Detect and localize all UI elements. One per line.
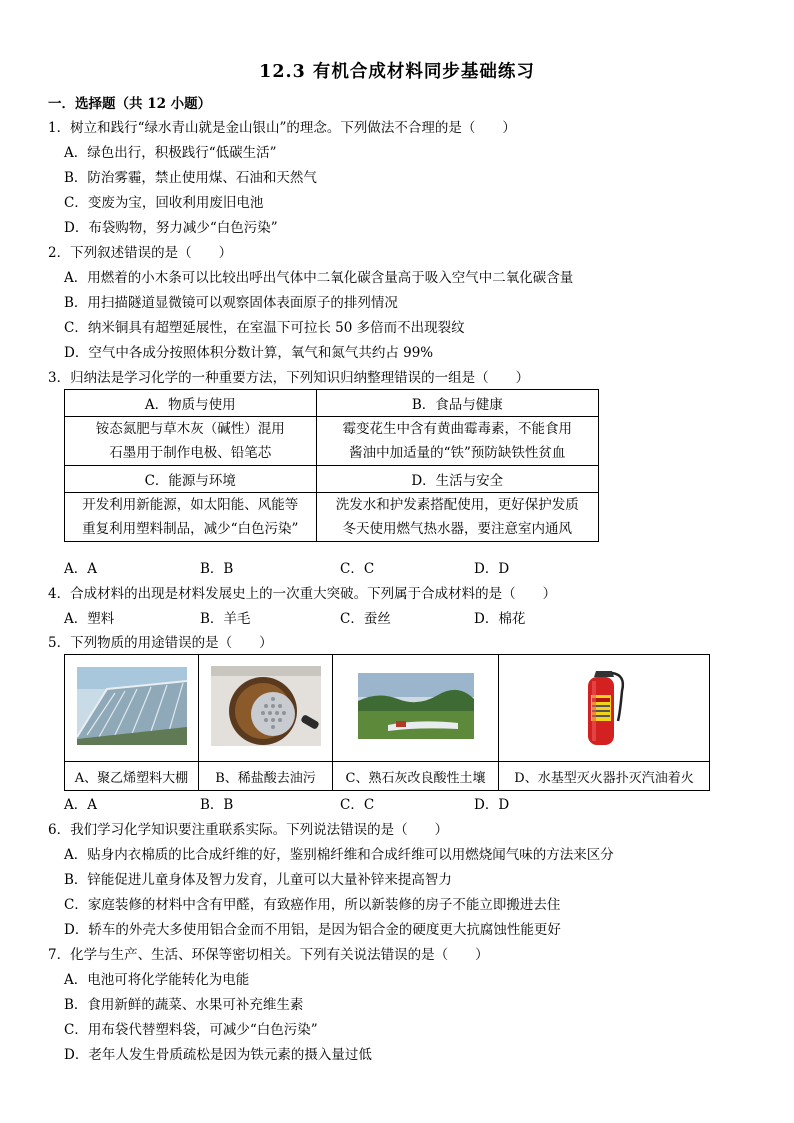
question-6-stem: 6．我们学习化学知识要注重联系实际。下列说法错误的是（ ）	[48, 822, 449, 838]
question-7-option-c[interactable]: C．用布袋代替塑料袋，可减少“白色污染”	[64, 1022, 318, 1038]
question-7-option-d[interactable]: D．老年人发生骨质疏松是因为铁元素的摄入量过低	[64, 1047, 372, 1063]
table-cell-text: 霉变花生中含有黄曲霉毒素，不能食用	[342, 421, 573, 437]
question-2-option-b[interactable]: B．用扫描隧道显微镜可以观察固体表面原子的排列情况	[64, 295, 398, 311]
table-cell-text: 开发利用新能源，如太阳能、风能等	[82, 497, 299, 513]
question-5-option-d[interactable]: D．D	[474, 797, 510, 813]
page-title: 12.3 有机合成材料同步基础练习	[259, 62, 535, 82]
question-2-option-d[interactable]: D．空气中各成分按照体积分数计算，氧气和氮气共约占 99%	[64, 345, 434, 361]
question-5-option-a[interactable]: A．A	[64, 797, 97, 813]
question-5-stem: 5．下列物质的用途错误的是（ ）	[48, 635, 273, 651]
question-6-option-c[interactable]: C．家庭装修的材料中含有甲醛，有致癌作用，所以新装修的房子不能立即搬进去住	[64, 897, 561, 913]
soil-image-cell	[333, 655, 499, 762]
table-header-d: D．生活与安全	[316, 466, 598, 493]
question-7-stem: 7．化学与生产、生活、环保等密切相关。下列有关说法错误的是（ ）	[48, 947, 489, 963]
greenhouse-image-cell	[65, 655, 199, 762]
question-1-stem: 1．树立和践行“绿水青山就是金山银山”的理念。下列做法不合理的是（ ）	[48, 120, 516, 136]
table-cell-c	[65, 493, 317, 542]
table-cell-d	[316, 493, 598, 542]
question-1-option-a[interactable]: A．绿色出行，积极践行“低碳生活”	[64, 145, 277, 161]
question-3-stem: 3．归纳法是学习化学的一种重要方法，下列知识归纳整理错误的一组是（ ）	[48, 370, 530, 386]
table-cell-text: 酱油中加适量的“铁”预防缺铁性贫血	[349, 445, 566, 461]
question-4-option-a[interactable]: A．塑料	[64, 611, 115, 627]
table-cell-text: 石墨用于制作电极、铅笔芯	[109, 445, 272, 461]
table-cell-text: 铵态氮肥与草木灰（碱性）混用	[95, 421, 285, 437]
question-7-option-a[interactable]: A．电池可将化学能转化为电能	[64, 972, 250, 988]
question-6-option-b[interactable]: B．锌能促进儿童身体及智力发育，儿童可以大量补锌来提高智力	[64, 872, 452, 888]
question-4-option-d[interactable]: D．棉花	[474, 611, 526, 627]
question-4-option-b[interactable]: B．羊毛	[200, 611, 251, 627]
question-5-option-b[interactable]: B．B	[200, 797, 234, 813]
question-6-option-a[interactable]: A．贴身内衣棉质的比合成纤维的好，鉴别棉纤维和合成纤维可以用燃烧闻气味的方法来区分	[64, 847, 614, 863]
question-2-stem: 2．下列叙述错误的是（ ）	[48, 245, 233, 261]
option-a-caption: A、聚乙烯塑料大棚	[65, 762, 199, 791]
table-cell-text: 冬天使用燃气热水器，要注意室内通风	[342, 521, 573, 537]
question-3-option-b[interactable]: B．B	[200, 561, 234, 577]
table-cell-text: 洗发水和护发素搭配使用，更好保护发质	[335, 497, 579, 513]
question-7-option-b[interactable]: B．食用新鲜的蔬菜、水果可补充维生素	[64, 997, 304, 1013]
question-2-option-a[interactable]: A．用燃着的小木条可以比较出呼出气体中二氧化碳含量高于吸入空气中二氧化碳含量	[64, 270, 574, 286]
extinguisher-image-cell	[499, 655, 710, 762]
question-3-option-c[interactable]: C．C	[340, 561, 375, 577]
question-5-option-c[interactable]: C．C	[340, 797, 375, 813]
field-image	[358, 673, 474, 739]
oily-pan-image	[211, 666, 321, 746]
question-5-table	[64, 654, 710, 791]
table-header-c: C．能源与环境	[65, 466, 317, 493]
section-heading: 一．选择题（共 12 小题）	[48, 96, 212, 112]
question-1-option-b[interactable]: B．防治雾霾，禁止使用煤、石油和天然气	[64, 170, 317, 186]
question-4-stem: 4．合成材料的出现是材料发展史上的一次重大突破。下列属于合成材料的是（ ）	[48, 586, 557, 602]
table-cell-a	[65, 417, 317, 466]
table-header-b: B．食品与健康	[316, 390, 598, 417]
question-3-option-d[interactable]: D．D	[474, 561, 510, 577]
greenhouse-image	[77, 667, 187, 745]
option-b-caption: B、稀盐酸去油污	[199, 762, 333, 791]
pan-image-cell	[199, 655, 333, 762]
question-1-option-d[interactable]: D．布袋购物，努力减少“白色污染”	[64, 220, 278, 236]
fire-extinguisher-image	[574, 661, 634, 751]
table-cell-text: 重复利用塑料制品，减少“白色污染”	[82, 521, 299, 537]
question-6-option-d[interactable]: D．轿车的外壳大多使用铝合金而不用铝，是因为铝合金的硬度更大抗腐蚀性能更好	[64, 922, 561, 938]
option-d-caption: D、水基型灭火器扑灭汽油着火	[499, 762, 710, 791]
option-c-caption: C、熟石灰改良酸性土壤	[333, 762, 499, 791]
question-3-option-a[interactable]: A．A	[64, 561, 97, 577]
question-1-option-c[interactable]: C．变废为宝，回收利用废旧电池	[64, 195, 264, 211]
table-header-a: A．物质与使用	[65, 390, 317, 417]
question-4-option-c[interactable]: C．蚕丝	[340, 611, 391, 627]
question-2-option-c[interactable]: C．纳米铜具有超塑延展性，在室温下可拉长 50 多倍而不出现裂纹	[64, 320, 465, 336]
table-cell-b	[316, 417, 598, 466]
question-3-table	[64, 389, 599, 542]
